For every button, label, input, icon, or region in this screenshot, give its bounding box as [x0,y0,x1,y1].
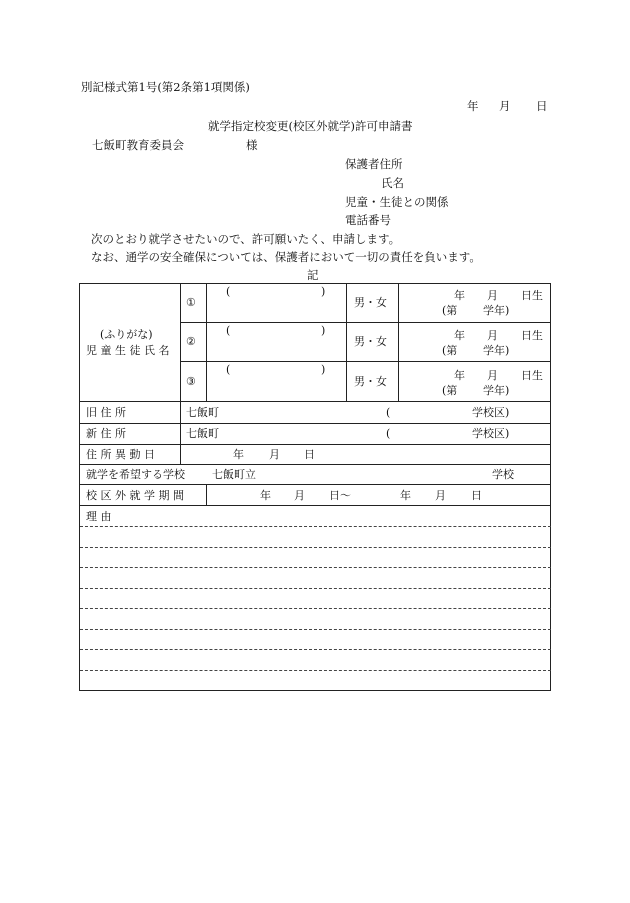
row-divider [80,444,551,445]
reason-line [80,588,551,589]
furigana-close-paren: ) [321,363,326,376]
reason-line [80,547,551,548]
old-address-label: 旧 住 所 [86,406,126,419]
school-suffix: 学校 [492,468,514,481]
period-start-day: 日〜 [329,489,351,502]
birth-day-label: 日生 [521,289,543,302]
birth-month-label: 月 [487,369,498,382]
period-end-month: 月 [435,489,446,502]
date-month-label: 月 [499,99,511,113]
row-divider [80,464,551,465]
furigana-open-paren: ( [226,363,231,376]
school-prefix: 七飯町立 [212,468,256,481]
guardian-address-label: 保護者住所 [345,157,403,171]
furigana-close-paren: ) [321,285,326,298]
student-2-gender[interactable]: 男・女 [354,335,387,348]
column-divider [206,284,207,401]
form-number: 別記様式第1号(第2条第1項関係) [81,80,250,94]
grade-close-label: 学年) [483,344,510,357]
old-address-paren: ( [386,406,391,419]
row-divider [80,505,551,506]
reason-line [80,629,551,630]
ki-label: 記 [307,268,319,282]
move-date-label: 住 所 異 動 日 [86,448,155,461]
guardian-name-label: 氏名 [381,176,404,190]
furigana-close-paren: ) [321,324,326,337]
birth-month-label: 月 [487,329,498,342]
row-divider [80,423,551,424]
grade-open-label: (第 [442,304,458,317]
new-address-district: 学校区) [472,427,510,440]
column-divider [398,284,399,401]
relation-label: 児童・生徒との関係 [345,195,449,209]
grade-close-label: 学年) [483,304,510,317]
document-title: 就学指定校変更(校区外就学)許可申請書 [208,119,413,133]
old-address-town: 七飯町 [186,406,219,419]
responsibility-statement: なお、通学の安全確保については、保護者において一切の責任を負います。 [91,250,481,264]
furigana-open-paren: ( [226,324,231,337]
column-divider [206,484,207,505]
reason-line [80,608,551,609]
birth-year-label: 年 [454,369,465,382]
move-year-label: 年 [233,448,244,461]
application-table [79,283,551,691]
desired-school-label: 就学を希望する学校 [86,468,185,481]
period-end-year: 年 [400,489,411,502]
birth-year-label: 年 [454,329,465,342]
request-statement: 次のとおり就学させたいので、許可願いたく、申請します。 [91,232,401,246]
student-1-gender[interactable]: 男・女 [354,296,387,309]
birth-month-label: 月 [487,289,498,302]
new-address-paren: ( [386,427,391,440]
reason-label: 理 由 [86,510,112,523]
old-address-district: 学校区) [472,406,510,419]
grade-open-label: (第 [442,384,458,397]
date-year-label: 年 [467,99,479,113]
phone-label: 電話番号 [345,213,391,227]
period-start-month: 月 [294,489,305,502]
reason-line [80,649,551,650]
student-3-gender[interactable]: 男・女 [354,375,387,388]
row-divider [80,484,551,485]
move-month-label: 月 [269,448,280,461]
student-2-number: ② [186,335,196,348]
column-divider [346,284,347,401]
reason-line [80,567,551,568]
date-day-label: 日 [536,99,548,113]
row-divider [180,322,551,323]
grade-open-label: (第 [442,344,458,357]
move-day-label: 日 [304,448,315,461]
period-start-year: 年 [260,489,271,502]
reason-line [80,670,551,671]
column-divider [180,284,181,464]
new-address-town: 七飯町 [186,427,219,440]
student-name-label: 児 童 生 徒 氏 名 [86,344,170,357]
furigana-label: (ふりがな) [100,328,153,341]
birth-day-label: 日生 [521,329,543,342]
birth-day-label: 日生 [521,369,543,382]
furigana-open-paren: ( [226,285,231,298]
addressee-honorific: 様 [246,138,258,152]
student-3-number: ③ [186,375,196,388]
grade-close-label: 学年) [483,384,510,397]
period-end-day: 日 [471,489,482,502]
new-address-label: 新 住 所 [86,427,126,440]
student-1-number: ① [186,296,196,309]
birth-year-label: 年 [454,289,465,302]
row-divider [180,361,551,362]
period-label: 校 区 外 就 学 期 間 [86,489,184,502]
row-divider [80,401,551,402]
reason-line [80,526,551,527]
addressee: 七飯町教育委員会 [92,138,184,152]
